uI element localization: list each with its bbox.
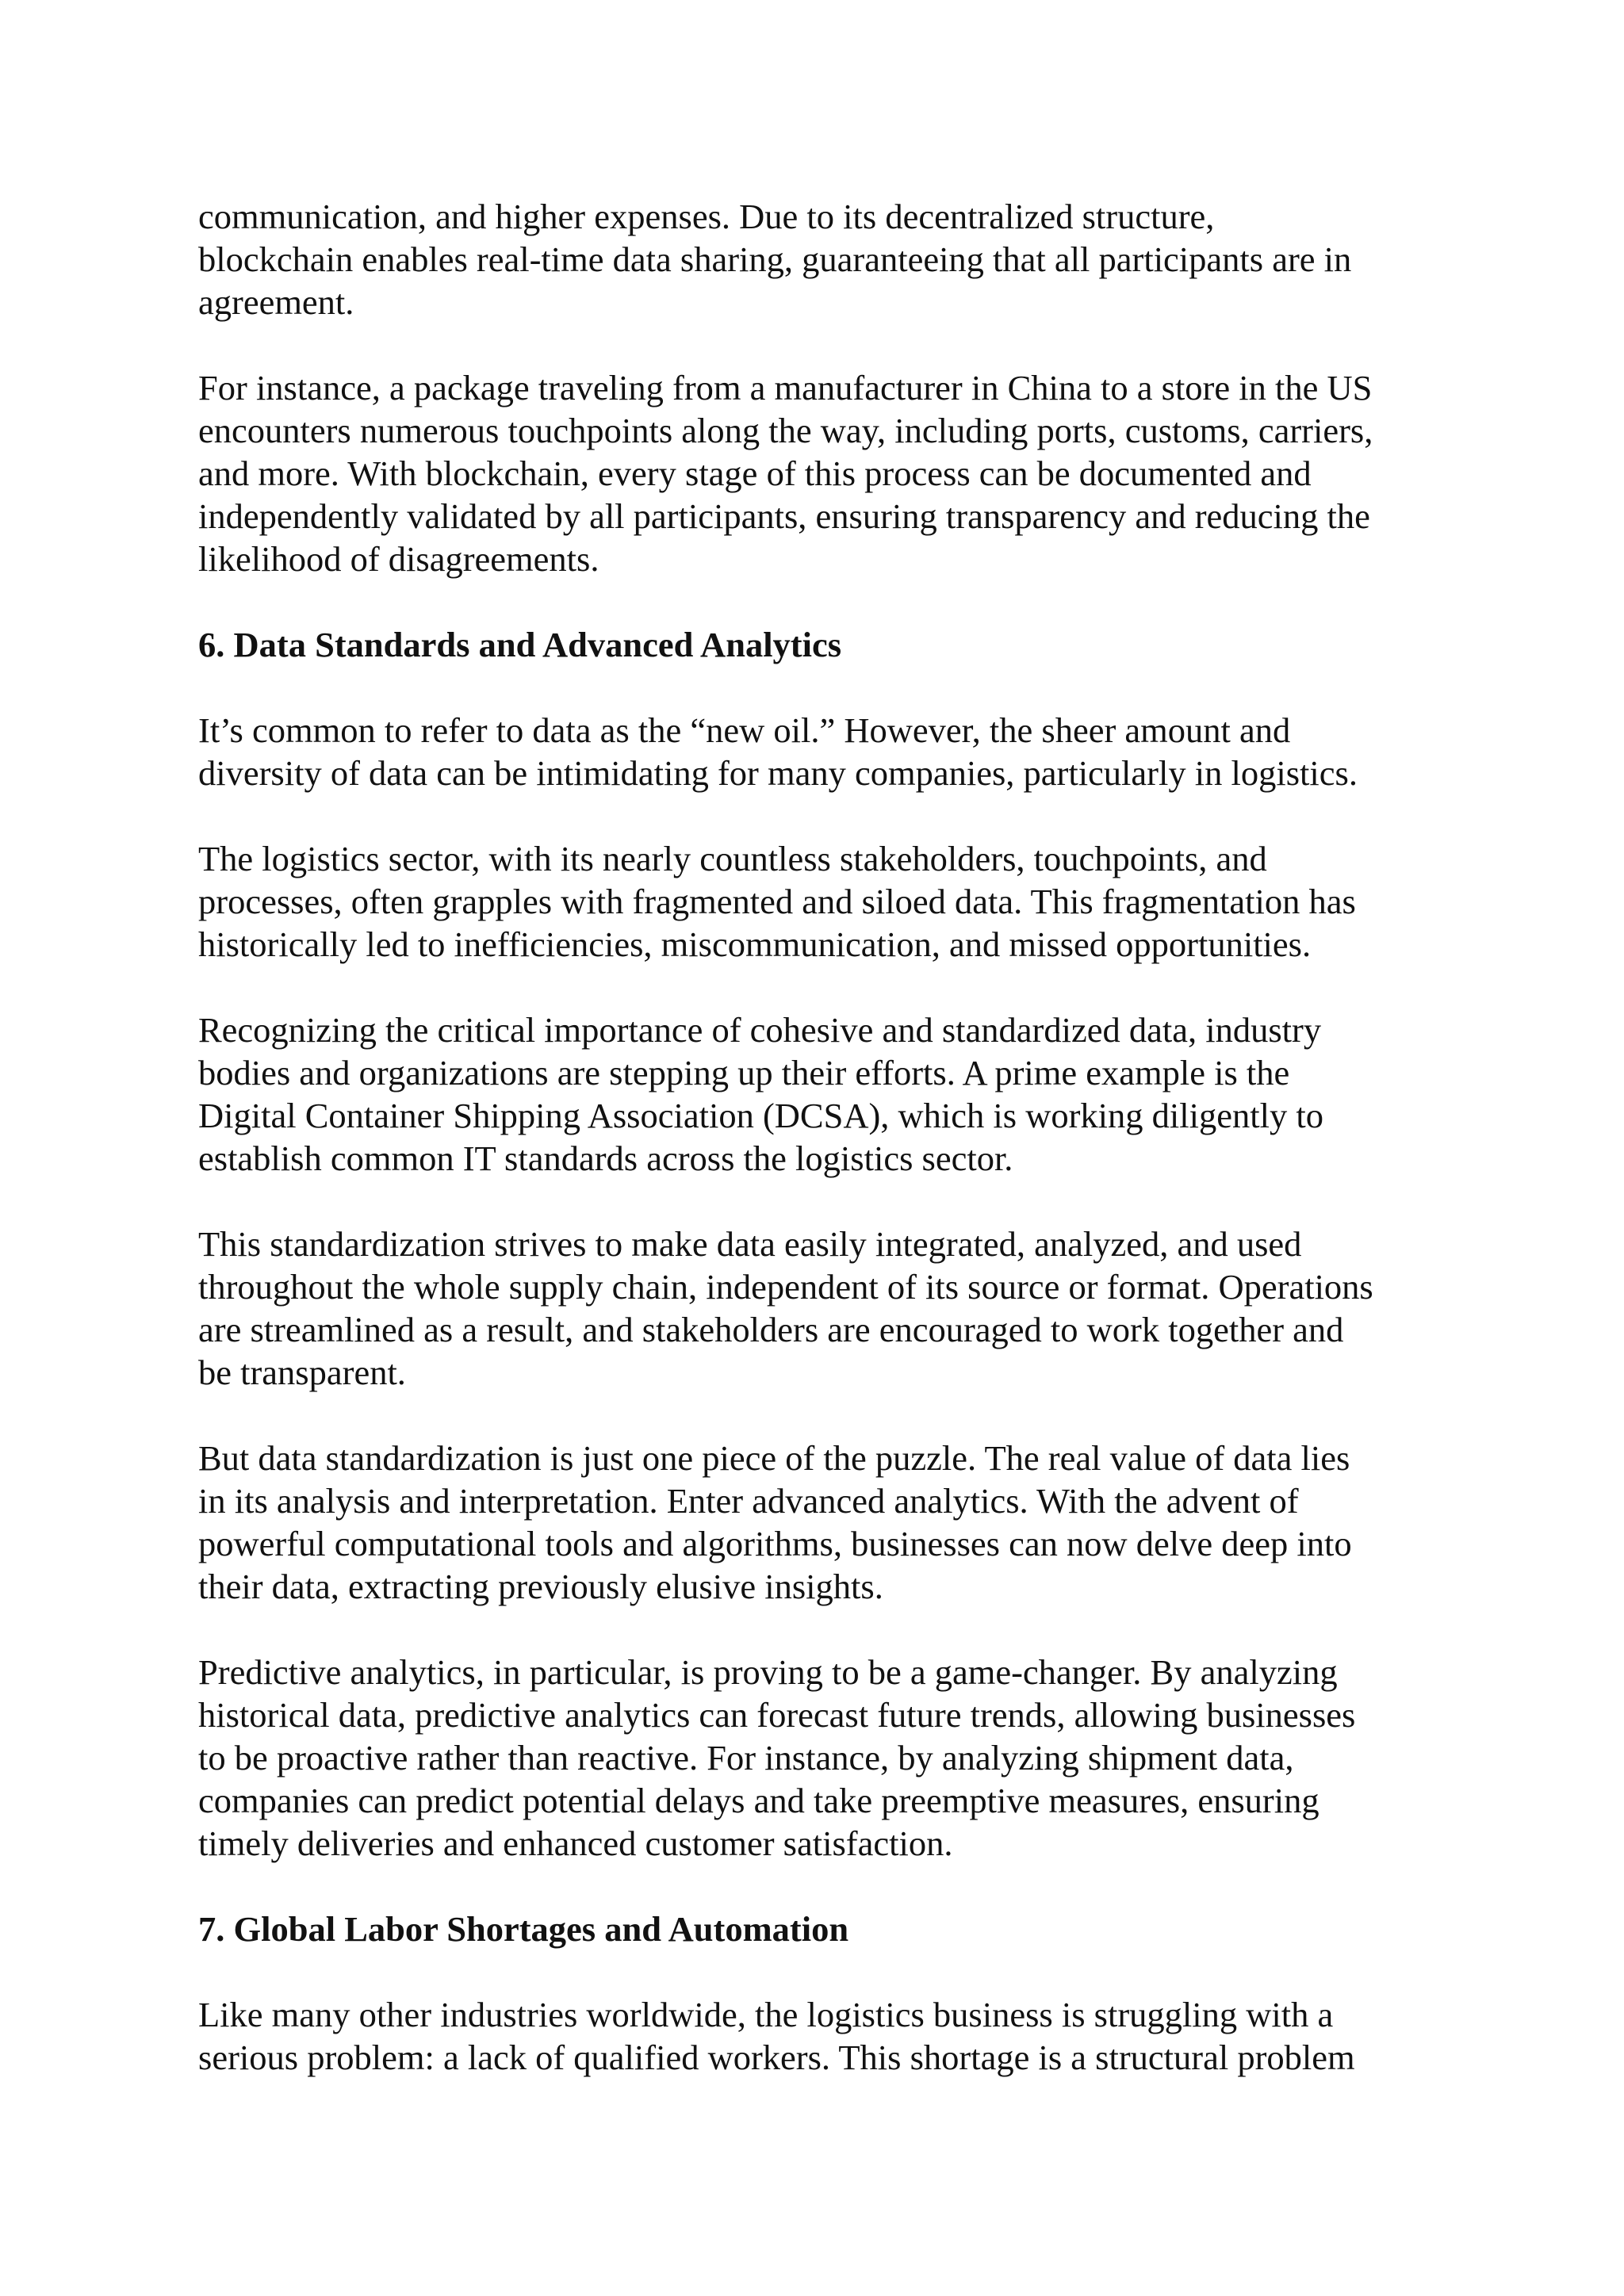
paragraph — [198, 1993, 1459, 2079]
text-line: Like many other industries worldwide, the logistics business is struggling with a — [198, 1995, 1334, 2034]
text-line: The logistics sector, with its nearly countless stakeholders, touchpoints, and — [198, 839, 1267, 878]
text-line: in its analysis and interpretation. Enter advanced analytics. With the advent of — [198, 1481, 1299, 1521]
text-line: likelihood of disagreements. — [198, 539, 599, 579]
text-line: be transparent. — [198, 1353, 406, 1392]
paragraph — [198, 1437, 1459, 1608]
paragraph — [198, 1223, 1459, 1394]
text-line: processes, often grapples with fragmented and siloed data. This fragmentation has — [198, 882, 1356, 921]
text-line: and more. With blockchain, every stage of this process can be documented and — [198, 453, 1312, 493]
text-line: to be proactive rather than reactive. For instance, by analyzing shipment data, — [198, 1738, 1294, 1777]
paragraph — [198, 1651, 1459, 1865]
text-line: throughout the whole supply chain, independent of its source or format. Operations — [198, 1267, 1373, 1307]
text-line: establish common IT standards across the logistics sector. — [198, 1138, 1013, 1178]
text-line: It’s common to refer to data as the “new oil.” However, the sheer amount and — [198, 710, 1291, 750]
text-line: bodies and organizations are stepping up their efforts. A prime example is the — [198, 1053, 1290, 1093]
text-line: For instance, a package traveling from a manufacturer in China to a store in the US — [198, 368, 1373, 408]
document-page — [198, 195, 1459, 2122]
paragraph — [198, 709, 1459, 794]
section-heading: 7. Global Labor Shortages and Automation — [198, 1909, 849, 1949]
text-line: independently validated by all participants, ensuring transparency and reducing the — [198, 496, 1370, 536]
text-line: encounters numerous touchpoints along the way, including ports, customs, carriers, — [198, 411, 1373, 450]
text-line: agreement. — [198, 282, 354, 322]
text-line: historical data, predictive analytics can forecast future trends, allowing businesses — [198, 1695, 1356, 1735]
paragraph — [198, 1008, 1459, 1180]
text-line: This standardization strives to make data easily integrated, analyzed, and used — [198, 1224, 1302, 1264]
text-line: Predictive analytics, in particular, is proving to be a game-changer. By analyzing — [198, 1652, 1338, 1692]
text-line: are streamlined as a result, and stakeholders are encouraged to work together and — [198, 1310, 1344, 1349]
section-heading: 6. Data Standards and Advanced Analytics — [198, 625, 842, 664]
text-line: timely deliveries and enhanced customer satisfaction. — [198, 1823, 953, 1863]
paragraph — [198, 366, 1459, 580]
paragraph — [198, 195, 1459, 323]
text-line: communication, and higher expenses. Due to its decentralized structure, — [198, 197, 1215, 236]
text-line: powerful computational tools and algorithms, businesses can now delve deep into — [198, 1524, 1352, 1563]
paragraph — [198, 837, 1459, 966]
text-line: blockchain enables real-time data sharing, guaranteeing that all participants are in — [198, 239, 1352, 279]
text-line: historically led to inefficiencies, miscommunication, and missed opportunities. — [198, 924, 1312, 964]
text-line: diversity of data can be intimidating for many companies, particularly in logistics. — [198, 753, 1358, 793]
text-line: Recognizing the critical importance of cohesive and standardized data, industry — [198, 1010, 1322, 1050]
text-line: serious problem: a lack of qualified workers. This shortage is a structural problem — [198, 2038, 1355, 2077]
text-line: But data standardization is just one piece of the puzzle. The real value of data lies — [198, 1438, 1350, 1478]
text-line: Digital Container Shipping Association (DCSA), which is working diligently to — [198, 1096, 1323, 1135]
text-line: their data, extracting previously elusive insights. — [198, 1567, 883, 1606]
text-line: companies can predict potential delays and take preemptive measures, ensuring — [198, 1781, 1320, 1820]
